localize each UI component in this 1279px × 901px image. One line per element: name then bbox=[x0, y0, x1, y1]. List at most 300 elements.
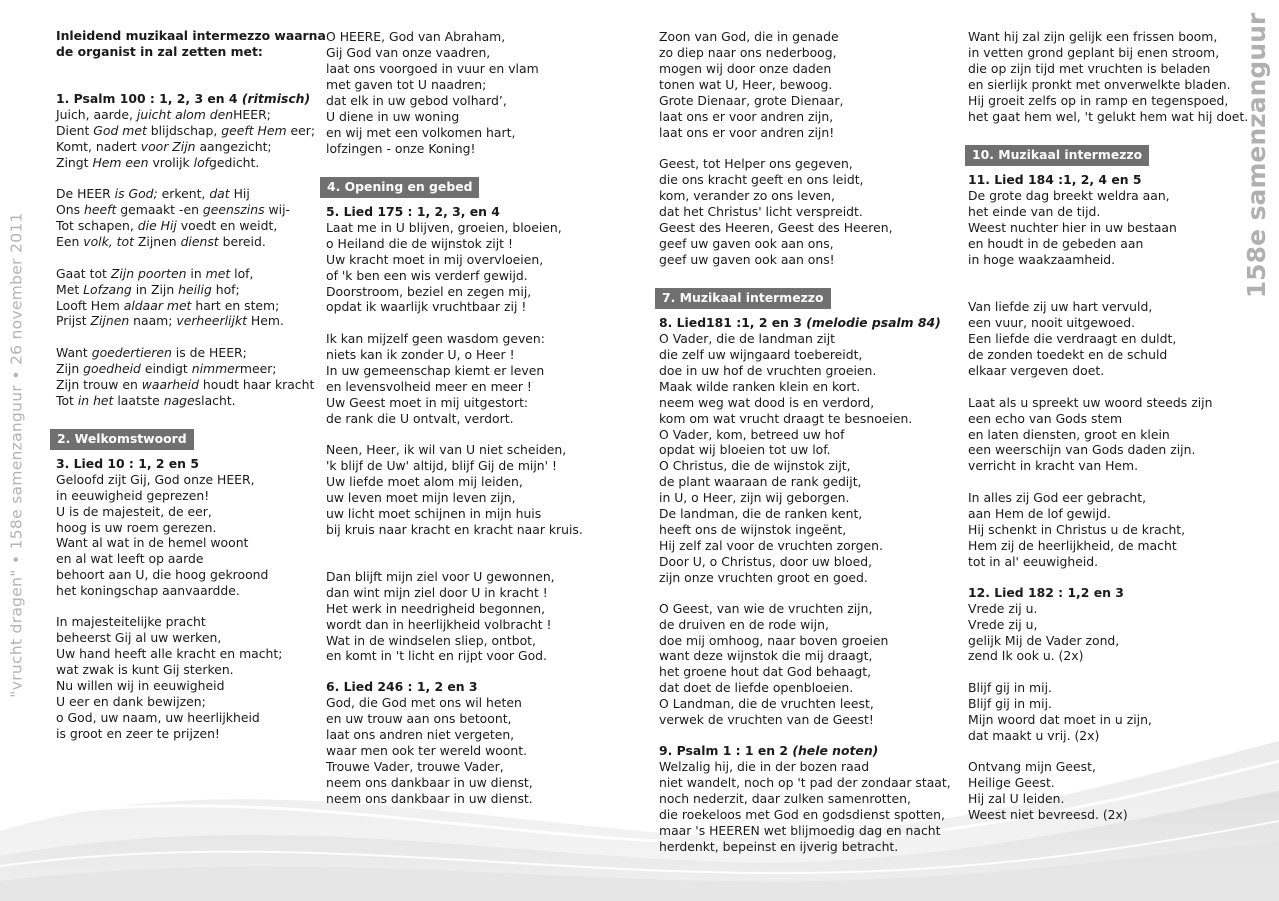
text-run: O HEERE, God van Abraham, bbox=[326, 29, 506, 44]
side-footer-left-text: "vrucht dragen" • 158e samenzanguur • 26 november 2011 bbox=[8, 212, 26, 698]
text-line bbox=[56, 520, 216, 536]
text-line bbox=[326, 648, 547, 664]
text-run: U is de majesteit, de eer, bbox=[56, 504, 212, 519]
text-run: verricht in kracht van Hem. bbox=[968, 458, 1139, 473]
text-run: tonen wat U, Heer, bewoog. bbox=[659, 77, 833, 92]
text-run: geeft Hem bbox=[221, 123, 287, 138]
text-run: houdt haar kracht bbox=[198, 377, 315, 392]
text-run: waar men ook ter wereld woont. bbox=[326, 743, 528, 758]
text-run: heilig bbox=[178, 282, 212, 297]
text-run: eer; bbox=[286, 123, 316, 138]
text-line bbox=[659, 442, 831, 458]
text-run: dan wint mijn ziel door U in kracht ! bbox=[326, 585, 548, 600]
text-line bbox=[326, 633, 536, 649]
side-footer-left bbox=[2, 175, 32, 735]
text-line bbox=[56, 218, 277, 234]
text-run: Hem. bbox=[246, 313, 284, 328]
text-run: volk, tot bbox=[83, 234, 134, 249]
text-line bbox=[968, 331, 1176, 347]
text-run: Een liefde die verdraagt en duldt, bbox=[968, 331, 1177, 346]
text-run: wordt dan in heerlijkheid volbracht ! bbox=[326, 617, 552, 632]
text-line bbox=[326, 458, 557, 474]
text-run: Hij bbox=[229, 186, 250, 201]
text-run: 1. Psalm 100 : 1, 2, 3 en 4 bbox=[56, 91, 242, 106]
text-run: wat zwak is kunt Gij sterken. bbox=[56, 662, 234, 677]
text-run: met bbox=[205, 266, 231, 281]
text-run: met gaven tot U naadren; bbox=[326, 77, 487, 92]
text-run: Doorstroom, beziel en zegen mij, bbox=[326, 284, 532, 299]
text-line bbox=[56, 282, 240, 298]
text-run: voor Zijn bbox=[140, 139, 196, 154]
text-line bbox=[326, 77, 486, 93]
text-line bbox=[56, 91, 310, 107]
text-run: 12. Lied 182 : 1,2 en 3 bbox=[968, 585, 1124, 600]
text-line bbox=[968, 45, 1219, 61]
text-run: Heilige Geest. bbox=[968, 775, 1055, 790]
text-run: en houdt in de gebeden aan bbox=[968, 236, 1144, 251]
text-run: o God, uw naam, uw heerlijkheid bbox=[56, 710, 260, 725]
text-line bbox=[326, 727, 514, 743]
text-run: heeft bbox=[84, 202, 117, 217]
text-line bbox=[56, 472, 255, 488]
text-run: 'k blijf de Uw' altijd, blijf Gij de mijn' ! bbox=[326, 458, 557, 473]
text-line bbox=[326, 268, 528, 284]
text-line bbox=[659, 712, 874, 728]
text-run: voedt en weidt, bbox=[176, 218, 278, 233]
text-run: Gaat tot bbox=[56, 266, 111, 281]
text-run: gelijk Mij de Vader zond, bbox=[968, 633, 1120, 648]
text-run: laat ons voorgoed in vuur en vlam bbox=[326, 61, 539, 76]
text-line bbox=[56, 234, 266, 250]
text-run: Zijn bbox=[56, 361, 84, 376]
text-line bbox=[968, 712, 1152, 728]
text-run: en uw trouw aan ons betoont, bbox=[326, 711, 512, 726]
text-run: Hij groeit zelfs op in ramp en tegenspoed, bbox=[968, 93, 1229, 108]
text-line bbox=[659, 347, 862, 363]
text-run: 9. Psalm 1 : 1 en 2 bbox=[659, 743, 793, 758]
text-run: vrolijk bbox=[148, 155, 194, 170]
text-line bbox=[659, 538, 883, 554]
text-line bbox=[56, 567, 268, 583]
text-run: Weest nuchter hier in uw bestaan bbox=[968, 220, 1177, 235]
section-heading: 4. Opening en gebed bbox=[320, 177, 479, 198]
text-run: dat maakt u vrij. (2x) bbox=[968, 728, 1100, 743]
text-line bbox=[659, 411, 912, 427]
text-run: U diene in uw woning bbox=[326, 109, 460, 124]
text-line bbox=[968, 411, 1122, 427]
text-run: en wij met een volkomen hart, bbox=[326, 125, 516, 140]
text-line bbox=[968, 807, 1128, 823]
text-line bbox=[326, 125, 515, 141]
text-run: erkent, bbox=[157, 186, 210, 201]
text-line bbox=[968, 601, 1037, 617]
text-run: zijn onze vruchten groot en goed. bbox=[659, 570, 868, 585]
text-line bbox=[326, 585, 548, 601]
text-run: doe mij omhoog, naar boven groeien bbox=[659, 633, 889, 648]
text-line bbox=[659, 696, 874, 712]
text-run: Zoon van God, die in genade bbox=[659, 29, 839, 44]
section-heading: 7. Muzikaal intermezzo bbox=[655, 288, 831, 309]
text-run: uw licht moet schijnen in mijn huis bbox=[326, 506, 542, 521]
text-run: U eer en dank bewijzen; bbox=[56, 694, 206, 709]
text-run: de plant waaraan de rank gedijt, bbox=[659, 474, 862, 489]
text-line bbox=[968, 220, 1177, 236]
text-run: niet wandelt, noch op 't pad der zondaar staat, bbox=[659, 775, 951, 790]
text-run: het groene hout dat God behaagt, bbox=[659, 664, 872, 679]
text-run: Uw liefde moet alom mij leiden, bbox=[326, 474, 523, 489]
text-run: een vuur, nooit uitgewoed. bbox=[968, 315, 1136, 330]
text-run: wij- bbox=[264, 202, 290, 217]
text-run: aangezicht; bbox=[195, 139, 272, 154]
text-run: de druiven en de rode wijn, bbox=[659, 617, 829, 632]
text-line bbox=[659, 236, 834, 252]
text-line bbox=[659, 807, 945, 823]
text-run: want deze wijnstok die mij draagt, bbox=[659, 648, 873, 663]
text-line bbox=[659, 458, 851, 474]
text-run: niets kan ik zonder U, o Heer ! bbox=[326, 347, 515, 362]
text-line bbox=[326, 395, 528, 411]
text-run: 5. Lied 175 : 1, 2, 3, en 4 bbox=[326, 204, 500, 219]
text-line bbox=[56, 345, 247, 361]
text-line bbox=[326, 743, 527, 759]
text-run: eindigt bbox=[140, 361, 192, 376]
text-line bbox=[56, 44, 263, 60]
text-run: neem ons dankbaar in uw dienst. bbox=[326, 791, 533, 806]
text-line bbox=[659, 823, 941, 839]
text-run: Met bbox=[56, 282, 84, 297]
text-line bbox=[659, 45, 837, 61]
text-run: O Vader, die de landman zijt bbox=[659, 331, 836, 346]
text-line bbox=[968, 442, 1195, 458]
text-run: in U, o Heer, zijn wij geborgen. bbox=[659, 490, 850, 505]
text-line bbox=[326, 522, 583, 538]
text-run: Want al wat in de hemel woont bbox=[56, 535, 249, 550]
side-header-right bbox=[1235, 12, 1279, 298]
text-run: en laten diensten, groot en klein bbox=[968, 427, 1170, 442]
text-run: O Geest, van wie de vruchten zijn, bbox=[659, 601, 873, 616]
text-line bbox=[968, 363, 1104, 379]
text-run: 3. Lied 10 : 1, 2 en 5 bbox=[56, 456, 199, 471]
text-run: zend Ik ook u. (2x) bbox=[968, 648, 1084, 663]
text-run: Dan blijft mijn ziel voor U gewonnen, bbox=[326, 569, 555, 584]
text-line bbox=[326, 617, 552, 633]
text-run: Juich, aarde, bbox=[56, 107, 137, 122]
text-line bbox=[968, 109, 1248, 125]
text-line bbox=[56, 662, 234, 678]
text-run: Grote Dienaar, grote Dienaar, bbox=[659, 93, 844, 108]
text-run: mogen wij door onze daden bbox=[659, 61, 832, 76]
text-run: gedicht. bbox=[209, 155, 260, 170]
text-run: lof, bbox=[230, 266, 254, 281]
text-line bbox=[968, 617, 1037, 633]
text-run: herdenkt, bepeinst en ijverig betracht. bbox=[659, 839, 899, 854]
text-run: lofzingen - onze Koning! bbox=[326, 141, 476, 156]
text-line bbox=[659, 331, 835, 347]
text-run: Lofzang bbox=[83, 282, 132, 297]
text-run: noch nederzit, daar zulken samenrotten, bbox=[659, 791, 911, 806]
text-line bbox=[56, 313, 284, 329]
text-run: hof; bbox=[211, 282, 240, 297]
text-run: opdat ik waarlijk vruchtbaar zij ! bbox=[326, 299, 527, 314]
text-run: het einde van de tijd. bbox=[968, 204, 1101, 219]
text-run: Zijn poorten bbox=[110, 266, 187, 281]
text-run: in eeuwigheid geprezen! bbox=[56, 488, 210, 503]
text-run: Nu willen wij in eeuwigheid bbox=[56, 678, 225, 693]
text-run: laat ons er voor andren zijn, bbox=[659, 109, 834, 124]
text-line bbox=[968, 696, 1052, 712]
text-run: aldaar met bbox=[123, 298, 192, 313]
text-run: O Vader, kom, betreed uw hof bbox=[659, 427, 845, 442]
text-run: Want bbox=[56, 345, 92, 360]
text-run: Zijn trouw en bbox=[56, 377, 142, 392]
text-run: die roekeloos met God en godsdienst spotten, bbox=[659, 807, 945, 822]
text-run: Blijf gij in mij. bbox=[968, 696, 1052, 711]
text-line bbox=[659, 109, 833, 125]
text-run: Komt, nadert bbox=[56, 139, 141, 154]
text-run: laatste bbox=[113, 393, 164, 408]
text-run: doe in uw hof de vruchten groeien. bbox=[659, 363, 877, 378]
text-run: die op zijn tijd met vruchten is beladen bbox=[968, 61, 1211, 76]
text-line bbox=[968, 538, 1177, 554]
text-line bbox=[659, 315, 941, 331]
text-run: een weerschijn van Gods daden zijn. bbox=[968, 442, 1196, 457]
text-line bbox=[968, 522, 1185, 538]
text-run: (ritmisch) bbox=[241, 91, 311, 106]
text-run: Zijnen bbox=[90, 313, 130, 328]
text-run: Dient bbox=[56, 123, 94, 138]
text-line bbox=[56, 551, 203, 567]
text-run: Looft Hem bbox=[56, 298, 124, 313]
text-run: Vrede zij u. bbox=[968, 601, 1038, 616]
text-line bbox=[326, 791, 533, 807]
text-run: Maak wilde ranken klein en kort. bbox=[659, 379, 861, 394]
text-line bbox=[659, 759, 869, 775]
text-run: lof bbox=[193, 155, 210, 170]
text-line bbox=[326, 45, 490, 61]
text-run: gemaakt -en bbox=[116, 202, 203, 217]
text-line bbox=[968, 61, 1210, 77]
text-run: God met bbox=[93, 123, 147, 138]
text-line bbox=[968, 315, 1135, 331]
text-run: in hoge waakzaamheid. bbox=[968, 252, 1116, 267]
text-line bbox=[659, 554, 872, 570]
text-run: tot in al' eeuwigheid. bbox=[968, 554, 1099, 569]
text-line bbox=[659, 395, 874, 411]
text-line bbox=[326, 284, 531, 300]
text-line bbox=[56, 139, 272, 155]
text-line bbox=[659, 522, 846, 538]
text-run: Zingt bbox=[56, 155, 93, 170]
text-run: Inleidend muzikaal intermezzo waarna bbox=[56, 28, 326, 43]
text-run: elkaar vergeven doet. bbox=[968, 363, 1105, 378]
text-run: of 'k ben een wis verderf gewijd. bbox=[326, 268, 528, 283]
text-line bbox=[56, 630, 221, 646]
text-run: In uw gemeenschap kiemt er leven bbox=[326, 363, 545, 378]
text-line bbox=[968, 633, 1119, 649]
text-line bbox=[968, 252, 1115, 268]
text-run: Laat als u spreekt uw woord steeds zijn bbox=[968, 395, 1213, 410]
text-run: Mijn woord dat moet in u zijn, bbox=[968, 712, 1152, 727]
text-run: Uw kracht moet in mij overvloeien, bbox=[326, 252, 544, 267]
text-line bbox=[326, 379, 532, 395]
text-run: blijdschap, bbox=[146, 123, 222, 138]
text-run: kom, verander zo ons leven, bbox=[659, 188, 835, 203]
section-heading: 2. Welkomstwoord bbox=[50, 429, 194, 450]
text-run: O Landman, die de vruchten leest, bbox=[659, 696, 874, 711]
text-run: Want hij zal zijn gelijk een frissen boom, bbox=[968, 29, 1218, 44]
text-line bbox=[968, 77, 1231, 93]
text-line bbox=[659, 633, 888, 649]
text-line bbox=[968, 759, 1096, 775]
text-line bbox=[968, 506, 1111, 522]
text-line bbox=[56, 535, 248, 551]
text-line bbox=[659, 648, 872, 664]
text-line bbox=[56, 298, 279, 314]
text-line bbox=[56, 694, 206, 710]
text-run: De landman, die de ranken kent, bbox=[659, 506, 863, 521]
text-run: Prijst bbox=[56, 313, 91, 328]
text-run: 11. Lied 184 :1, 2, 4 en 5 bbox=[968, 172, 1142, 187]
text-run: Hij zelf zal voor de vruchten zorgen. bbox=[659, 538, 883, 553]
text-run: goedheid bbox=[83, 361, 141, 376]
text-run: waarheid bbox=[141, 377, 199, 392]
text-line bbox=[659, 77, 832, 93]
text-line bbox=[56, 266, 253, 282]
text-line bbox=[326, 299, 526, 315]
text-line bbox=[968, 188, 1170, 204]
text-line bbox=[968, 680, 1052, 696]
text-run: uw leven moet mijn leven zijn, bbox=[326, 490, 516, 505]
text-run: verwek de vruchten van de Geest! bbox=[659, 712, 874, 727]
text-line bbox=[56, 710, 260, 726]
text-run: nage bbox=[163, 393, 195, 408]
text-line bbox=[659, 125, 834, 141]
text-run: is God; bbox=[114, 186, 158, 201]
text-run: en levensvolheid meer en meer ! bbox=[326, 379, 532, 394]
text-line bbox=[968, 299, 1152, 315]
text-line bbox=[968, 93, 1228, 109]
text-line bbox=[659, 490, 849, 506]
text-line bbox=[56, 678, 224, 694]
text-line bbox=[968, 29, 1217, 45]
text-run: beheerst Gij al uw werken, bbox=[56, 630, 222, 645]
text-line bbox=[326, 506, 541, 522]
text-line bbox=[659, 61, 831, 77]
text-line bbox=[56, 202, 290, 218]
text-run: o Heiland die de wijnstok zijt ! bbox=[326, 236, 513, 251]
text-run: bereid. bbox=[218, 234, 266, 249]
text-run: geef uw gaven ook aan ons! bbox=[659, 252, 835, 267]
text-run: die ons kracht geeft en ons leidt, bbox=[659, 172, 864, 187]
text-line bbox=[968, 395, 1212, 411]
text-line bbox=[326, 695, 522, 711]
text-run: de organist in zal zetten met: bbox=[56, 44, 263, 59]
text-line bbox=[659, 570, 868, 586]
text-run: juicht alom den bbox=[136, 107, 234, 122]
text-run: de rank die U ontvalt, verdort. bbox=[326, 411, 514, 426]
text-run: Uw Geest moet in mij uitgestort: bbox=[326, 395, 529, 410]
text-line bbox=[968, 458, 1138, 474]
text-line bbox=[56, 488, 209, 504]
text-line bbox=[659, 379, 860, 395]
text-line bbox=[326, 236, 513, 252]
text-line bbox=[326, 442, 566, 458]
text-run: De grote dag breekt weldra aan, bbox=[968, 188, 1170, 203]
text-line bbox=[659, 506, 862, 522]
text-line bbox=[56, 646, 282, 662]
text-run: nimmer bbox=[191, 361, 240, 376]
text-line bbox=[56, 361, 276, 377]
text-line bbox=[659, 172, 864, 188]
text-line bbox=[659, 474, 862, 490]
text-line bbox=[968, 490, 1146, 506]
text-run: in bbox=[186, 266, 206, 281]
text-line bbox=[326, 93, 507, 109]
text-run: Gij God van onze vaadren, bbox=[326, 45, 491, 60]
text-run: goedertieren bbox=[91, 345, 172, 360]
text-run: Een bbox=[56, 234, 84, 249]
text-run: In majesteitelijke pracht bbox=[56, 614, 206, 629]
text-line bbox=[968, 554, 1098, 570]
text-line bbox=[326, 61, 539, 77]
text-run: Wat in de windselen sliep, ontbot, bbox=[326, 633, 536, 648]
text-line bbox=[56, 456, 199, 472]
text-run: Hem een bbox=[92, 155, 149, 170]
text-run: Welzalig hij, die in der bozen raad bbox=[659, 759, 870, 774]
text-line bbox=[659, 363, 876, 379]
text-line bbox=[659, 680, 853, 696]
text-line bbox=[659, 29, 839, 45]
text-run: geenszins bbox=[202, 202, 265, 217]
text-run: verheerlijkt bbox=[176, 313, 247, 328]
text-run: Ik kan mijzelf geen wasdom geven: bbox=[326, 331, 545, 346]
text-line bbox=[659, 743, 878, 759]
text-run: is groot en zeer te prijzen! bbox=[56, 726, 220, 741]
text-run: die Hij bbox=[137, 218, 177, 233]
text-line bbox=[968, 172, 1142, 188]
text-line bbox=[56, 614, 206, 630]
text-line bbox=[659, 252, 835, 268]
text-line bbox=[659, 427, 844, 443]
text-line bbox=[659, 617, 829, 633]
text-line bbox=[56, 377, 314, 393]
text-run: behoort aan U, die hoog gekroond bbox=[56, 567, 269, 582]
text-line bbox=[659, 220, 893, 236]
side-header-right-text: 158e samenzanguur bbox=[1242, 12, 1272, 298]
text-line bbox=[326, 347, 515, 363]
text-run: Trouwe Vader, trouwe Vader, bbox=[326, 759, 504, 774]
text-line bbox=[968, 728, 1099, 744]
text-run: (melodie psalm 84) bbox=[806, 315, 941, 330]
text-line bbox=[326, 204, 500, 220]
text-line bbox=[659, 204, 863, 220]
text-line bbox=[56, 583, 240, 599]
text-run: meer; bbox=[239, 361, 277, 376]
text-line bbox=[56, 504, 212, 520]
text-line bbox=[326, 252, 543, 268]
text-line bbox=[56, 28, 326, 44]
text-run: Geest, tot Helper ons gegeven, bbox=[659, 156, 853, 171]
text-run: 6. Lied 246 : 1, 2 en 3 bbox=[326, 679, 478, 694]
text-run: Blijf gij in mij. bbox=[968, 680, 1052, 695]
text-run: bij kruis naar kracht en kracht naar kruis. bbox=[326, 522, 583, 537]
text-run: is de HEER; bbox=[171, 345, 247, 360]
text-run: maar 's HEEREN wet blijmoedig dag en nacht bbox=[659, 823, 941, 838]
text-run: De HEER bbox=[56, 186, 115, 201]
text-run: 8. Lied181 :1, 2 en 3 bbox=[659, 315, 807, 330]
text-line bbox=[968, 236, 1143, 252]
text-run: Vrede zij u, bbox=[968, 617, 1038, 632]
